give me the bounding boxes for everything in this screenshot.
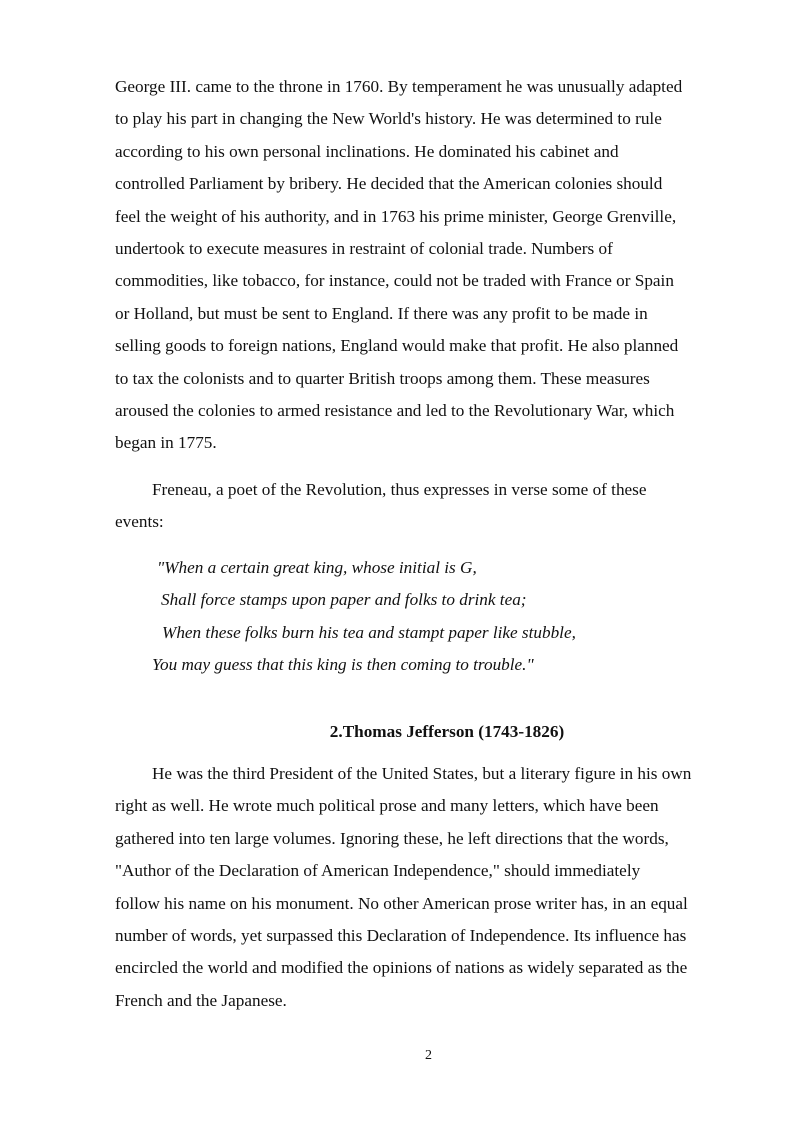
paragraph-freneau-intro: [115, 474, 755, 539]
text-line: or Holland, but must be sent to England. If there was any profit to be made in: [115, 303, 648, 323]
text-line: encircled the world and modified the opinions of nations as widely separated as the: [115, 958, 688, 978]
text-line: to tax the colonists and to quarter British troops among them. These measures: [115, 368, 650, 388]
text-line: commodities, like tobacco, for instance, could not be traded with France or Spain: [115, 271, 674, 291]
text-line: follow his name on his monument. No other American prose writer has, in an equal: [115, 893, 688, 913]
text-line: undertook to execute measures in restraint of colonial trade. Numbers of: [115, 239, 613, 259]
text-line: "Author of the Declaration of American Independence," should immediately: [115, 861, 641, 881]
text-line: to play his part in changing the New World's history. He was determined to rule: [115, 109, 662, 129]
text-line: He was the third President of the United States, but a literary figure in his own: [152, 764, 692, 783]
text-line: feel the weight of his authority, and in 1763 his prime minister, George Grenville,: [115, 206, 677, 226]
text-line: right as well. He wrote much political prose and many letters, which have been: [115, 796, 659, 816]
text-line: George III. came to the throne in 1760. By temperament he was unusually adapted: [115, 77, 683, 96]
text-line: Freneau, a poet of the Revolution, thus expresses in verse some of these: [152, 480, 647, 499]
text-line: French and the Japanese.: [115, 990, 287, 1010]
verse-line: You may guess that this king is then coming to trouble.": [152, 655, 534, 675]
verse-line: When these folks burn his tea and stampt paper like stubble,: [162, 622, 576, 642]
text-line: according to his own personal inclinations. He dominated his cabinet and: [115, 141, 619, 161]
verse-quote: [152, 552, 752, 682]
text-line: selling goods to foreign nations, England would make that profit. He also planned: [115, 336, 679, 356]
text-line: events:: [115, 512, 164, 532]
verse-line: Shall force stamps upon paper and folks to drink tea;: [161, 590, 527, 610]
text-line: began in 1775.: [115, 433, 217, 453]
text-line: aroused the colonies to armed resistance and led to the Revolutionary War, which: [115, 401, 675, 421]
verse-line: "When a certain great king, whose initial is G,: [157, 558, 477, 577]
text-line: number of words, yet surpassed this Declaration of Independence. Its influence has: [115, 926, 687, 946]
section-heading: 2.Thomas Jefferson (1743-1826): [329, 722, 565, 741]
page-number: 2: [425, 1048, 432, 1063]
text-line: gathered into ten large volumes. Ignoring these, he left directions that the words,: [115, 828, 669, 848]
paragraph-jefferson: [115, 758, 755, 1017]
text-line: controlled Parliament by bribery. He decided that the American colonies should: [115, 174, 663, 194]
paragraph-george-iii: [115, 71, 755, 460]
